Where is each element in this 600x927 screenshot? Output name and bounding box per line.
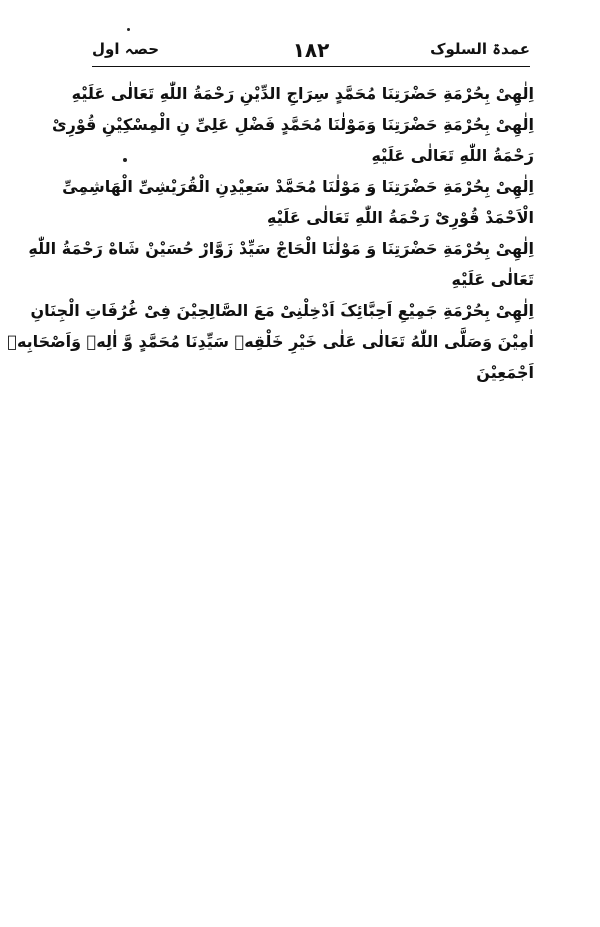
text-line: اِلٰهِیْ بِحُرْمَةِ جَمِیْعِ اَحِبَّائِکَ اَدْخِلْنِیْ مَعَ الصَّالِحِیْنَ فِیْ غُرُفَاتِ الْجِنَانِ	[30, 301, 534, 320]
text-line: اِلٰهِیْ بِحُرْمَةِ حَضْرَتِنَا مُحَمَّدٍ سِرَاجِ الدِّیْنِ رَحْمَةُ اللّٰهِ تَعَالٰی عَلَیْهِ	[71, 84, 534, 103]
book-title: عمدۃ السلوک	[430, 40, 530, 58]
text-line: اِلٰهِیْ بِحُرْمَةِ حَضْرَتِنَا وَمَوْلٰنَا مُحَمَّدٍ فَضْلِ عَلِیِّ نِ الْمِسْکِیْنِ قُوْرِیْ	[51, 115, 534, 134]
text-line: اٰمِیْنَ وَصَلَّی اللّٰهُ تَعَالٰی عَلٰی خَیْرِ خَلْقِهٖ سَیِّدِنَا مُحَمَّدٍ وَّ اٰلِهٖ وَاَصْحَابِهٖ	[7, 332, 534, 351]
text-line: اِلٰهِیْ بِحُرْمَةِ حَضْرَتِنَا وَ مَوْلٰنَا الْحَاجْ سَیِّدْ زَوَّارْ حُسَیْنْ شَاهْ رَحْمَةُ اللّٰهِ	[28, 239, 534, 258]
ink-speck	[123, 158, 127, 162]
ink-speck	[127, 28, 130, 31]
text-line: تَعَالٰی عَلَیْهِ	[451, 270, 534, 289]
text-body	[7, 78, 534, 388]
header-rule	[92, 66, 530, 67]
page-number: ۱۸۲	[292, 38, 330, 62]
page-header	[92, 38, 530, 64]
text-line: اَجْمَعِیْنَ	[476, 363, 534, 382]
text-line: الْاَحْمَدْ قُوْرِیْ رَحْمَةُ اللّٰهِ تَعَالٰی عَلَیْهِ	[267, 208, 534, 227]
text-line: اِلٰهِیْ بِحُرْمَةِ حَضْرَتِنَا وَ مَوْلٰنَا مُحَمَّدْ سَعِیْدِنِ الْقُرَیْشِیِّ الْهَاشِمِیِّ	[62, 177, 534, 196]
part-label: حصہ اول	[92, 40, 160, 58]
text-line: رَحْمَةُ اللّٰهِ تَعَالٰی عَلَیْهِ	[371, 146, 534, 165]
